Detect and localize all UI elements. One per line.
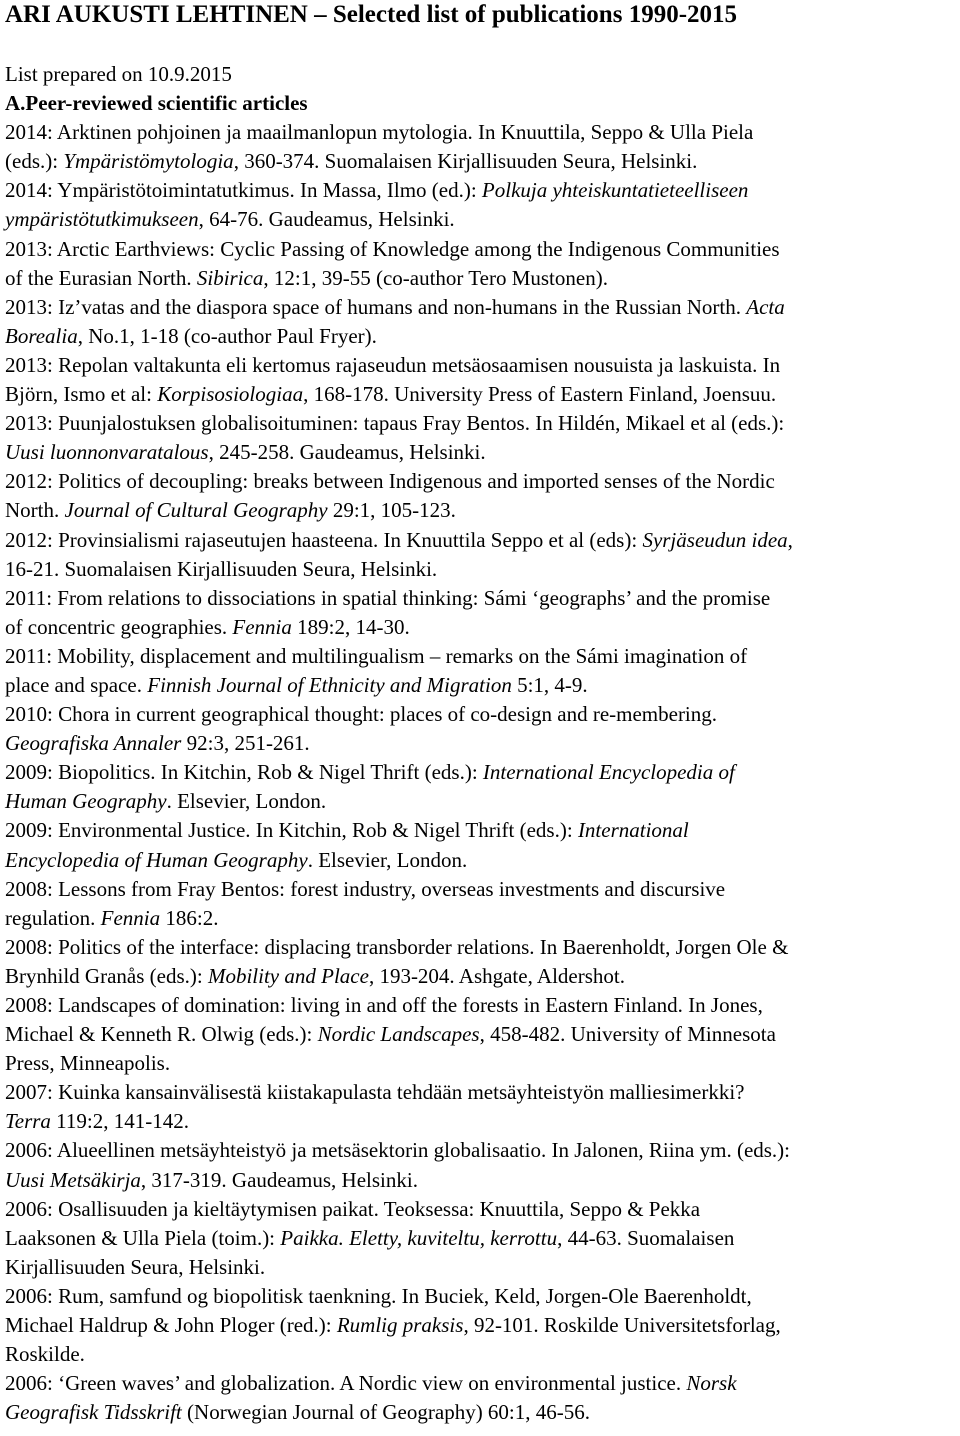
publication-line: [5, 729, 955, 758]
text-segment: regulation.: [5, 905, 101, 930]
publication-line: [5, 904, 955, 933]
text-segment: 2011: Mobility, displacement and multilingualism – remarks on the Sámi imagination of: [5, 643, 748, 668]
publication-line: [5, 758, 955, 787]
publication-line: [5, 613, 955, 642]
text-segment: 2014: Ympäristötoimintatutkimus. In Massa, Ilmo (ed.):: [5, 178, 482, 203]
italic-title-segment: Acta: [746, 294, 785, 319]
publication-line: [5, 1078, 955, 1107]
text-segment: Björn, Ismo et al:: [5, 382, 158, 407]
text-segment: 2013: Puunjalostuksen globalisoituminen: tapaus Fray Bentos. In Hildén, Mikael et al (eds.):: [5, 411, 785, 436]
section-a-heading: A.Peer-reviewed scientific articles: [5, 91, 308, 116]
publication-line: [5, 1107, 955, 1136]
publication-line: [5, 118, 955, 147]
text-segment: . Elsevier, London.: [307, 847, 468, 872]
italic-title-segment: Encyclopedia of Human Geography: [5, 847, 308, 872]
publication-line: [5, 409, 955, 438]
publication-line: [5, 526, 955, 555]
text-segment: 2006: Alueellinen metsäyhteistyö ja metsäsektorin globalisaatio. In Jalonen, Riina ym. (eds.):: [5, 1138, 791, 1163]
text-segment: 2012: Politics of decoupling: breaks between Indigenous and imported senses of the Nordic: [5, 469, 775, 494]
text-segment: Brynhild Granås (eds.):: [5, 963, 208, 988]
text-segment: Press, Minneapolis.: [5, 1051, 171, 1076]
publication-line: [5, 584, 955, 613]
italic-title-segment: International: [577, 818, 689, 843]
text-segment: (eds.):: [5, 149, 64, 174]
italic-title-segment: Terra: [5, 1109, 51, 1134]
italic-title-segment: Paikka. Eletty, kuviteltu, kerrottu: [280, 1225, 558, 1250]
text-segment: place and space.: [5, 672, 148, 697]
publication-line: [5, 816, 955, 845]
publication-line: [5, 264, 955, 293]
text-segment: , 92-101. Roskilde Universitetsforlag,: [463, 1313, 781, 1338]
publication-line: [5, 787, 955, 816]
italic-title-segment: Geografisk Tidsskrift: [5, 1400, 182, 1425]
italic-title-segment: Borealia: [5, 323, 78, 348]
text-segment: of the Eurasian North.: [5, 265, 197, 290]
italic-title-segment: Journal of Cultural Geography: [64, 498, 328, 523]
publication-line: [5, 1311, 955, 1340]
text-segment: , 12:1, 39-55 (co-author Tero Mustonen).: [263, 265, 608, 290]
publication-line: [5, 1340, 955, 1369]
text-segment: , 44-63. Suomalaisen: [557, 1225, 735, 1250]
publication-line: [5, 380, 955, 409]
italic-title-segment: Polkuja yhteiskuntatieteelliseen: [481, 178, 749, 203]
publication-line: [5, 176, 955, 205]
document-page: [5, 0, 955, 1427]
publication-line: [5, 1166, 955, 1195]
publication-line: [5, 991, 955, 1020]
italic-title-segment: Norsk: [686, 1371, 737, 1396]
text-segment: 2014: Arktinen pohjoinen ja maailmanlopun mytologia. In Knuuttila, Seppo & Ulla Piela: [5, 120, 754, 145]
italic-title-segment: Uusi Metsäkirja: [5, 1167, 141, 1192]
italic-title-segment: Nordic Landscapes: [317, 1022, 480, 1047]
text-segment: 119:2, 141-142.: [50, 1109, 189, 1134]
text-segment: Laaksonen & Ulla Piela (toim.):: [5, 1225, 281, 1250]
text-segment: of concentric geographies.: [5, 614, 233, 639]
text-segment: , 458-482. University of Minnesota: [479, 1022, 776, 1047]
italic-title-segment: Sibirica: [196, 265, 264, 290]
text-segment: 2006: Osallisuuden ja kieltäytymisen paikat. Teoksessa: Knuuttila, Seppo & Pekka: [5, 1196, 701, 1221]
publication-line: [5, 1282, 955, 1311]
text-segment: , 317-319. Gaudeamus, Helsinki.: [140, 1167, 418, 1192]
text-segment: . Elsevier, London.: [166, 789, 327, 814]
text-segment: , 245-258. Gaudeamus, Helsinki.: [208, 440, 486, 465]
publication-line: [5, 933, 955, 962]
publication-line: [5, 438, 955, 467]
text-segment: , 193-204. Ashgate, Aldershot.: [368, 963, 625, 988]
document-title: ARI AUKUSTI LEHTINEN – Selected list of publications 1990-2015: [5, 1, 738, 28]
publication-line: [5, 555, 955, 584]
text-segment: 2009: Biopolitics. In Kitchin, Rob & Nigel Thrift (eds.):: [5, 760, 483, 785]
italic-title-segment: Fennia: [232, 614, 292, 639]
text-segment: 2012: Provinsialismi rajaseutujen haasteena. In Knuuttila Seppo et al (eds):: [5, 527, 643, 552]
text-segment: 2010: Chora in current geographical thought: places of co-design and re-membering.: [5, 702, 718, 727]
publication-line: [5, 293, 955, 322]
publication-line: [5, 700, 955, 729]
italic-title-segment: International Encyclopedia of: [482, 760, 735, 785]
text-segment: , 168-178. University Press of Eastern Finland, Joensuu.: [303, 382, 777, 407]
text-segment: North.: [5, 498, 65, 523]
text-segment: 2013: Arctic Earthviews: Cyclic Passing of Knowledge among the Indigenous Communities: [5, 236, 780, 261]
text-segment: 189:2, 14-30.: [291, 614, 410, 639]
text-segment: 29:1, 105-123.: [327, 498, 456, 523]
publication-line: [5, 1049, 955, 1078]
publication-line: [5, 671, 955, 700]
publication-line: [5, 642, 955, 671]
publication-line: [5, 147, 955, 176]
prepared-date: List prepared on 10.9.2015: [5, 62, 232, 86]
publication-line: [5, 1253, 955, 1282]
text-segment: , 360-374. Suomalaisen Kirjallisuuden Seura, Helsinki.: [233, 149, 698, 174]
text-segment: 2006: ‘Green waves’ and globalization. A Nordic view on environmental justice.: [5, 1371, 687, 1396]
text-segment: (Norwegian Journal of Geography) 60:1, 46-56.: [181, 1400, 591, 1425]
text-segment: 2008: Lessons from Fray Bentos: forest industry, overseas investments and discursive: [5, 876, 726, 901]
text-segment: Kirjallisuuden Seura, Helsinki.: [5, 1254, 266, 1279]
publication-line: [5, 962, 955, 991]
text-segment: Michael Haldrup & John Ploger (red.):: [5, 1313, 337, 1338]
italic-title-segment: Ympäristömytologia: [63, 149, 234, 174]
italic-title-segment: Korpisosiologiaa: [157, 382, 304, 407]
italic-title-segment: ympäristötutkimukseen: [5, 207, 199, 232]
italic-title-segment: Syrjäseudun idea: [642, 527, 788, 552]
publication-line: [5, 1398, 955, 1427]
text-segment: 5:1, 4-9.: [511, 672, 588, 697]
title-spacer: [5, 30, 955, 60]
publication-line: [5, 496, 955, 525]
text-segment: 2006: Rum, samfund og biopolitisk taenkning. In Buciek, Keld, Jorgen-Ole Baerenholdt,: [5, 1283, 752, 1308]
publication-line: [5, 351, 955, 380]
italic-title-segment: Fennia: [100, 905, 161, 930]
publication-line: [5, 1369, 955, 1398]
text-segment: 186:2.: [160, 905, 219, 930]
text-segment: 2009: Environmental Justice. In Kitchin, Rob & Nigel Thrift (eds.):: [5, 818, 578, 843]
publication-line: [5, 1136, 955, 1165]
italic-title-segment: Human Geography: [5, 789, 167, 814]
publication-line: [5, 846, 955, 875]
text-segment: 16-21. Suomalaisen Kirjallisuuden Seura, Helsinki.: [5, 556, 438, 581]
italic-title-segment: Mobility and Place: [207, 963, 369, 988]
text-segment: 2008: Politics of the interface: displacing transborder relations. In Baerenholdt, Jorgen Ole &: [5, 934, 789, 959]
text-segment: Michael & Kenneth R. Olwig (eds.):: [5, 1022, 318, 1047]
publication-line: [5, 235, 955, 264]
publication-line: [5, 1195, 955, 1224]
publication-line: [5, 875, 955, 904]
italic-title-segment: Uusi luonnonvaratalous: [5, 440, 209, 465]
text-segment: 2013: Repolan valtakunta eli kertomus rajaseudun metsäosaamisen nousuista ja laskuista. In: [5, 352, 781, 377]
publication-line: [5, 467, 955, 496]
publication-line: [5, 205, 955, 234]
text-segment: 2008: Landscapes of domination: living in and off the forests in Eastern Finland. In Jones,: [5, 993, 763, 1017]
text-segment: 2007: Kuinka kansainvälisestä kiistakapulasta tehdään metsäyhteistyön malliesimerkki?: [5, 1080, 745, 1105]
publication-line: [5, 1224, 955, 1253]
text-segment: , No.1, 1-18 (co-author Paul Fryer).: [77, 323, 377, 348]
italic-title-segment: Finnish Journal of Ethnicity and Migration: [147, 672, 512, 697]
publication-line: [5, 1020, 955, 1049]
publication-list: [5, 118, 955, 1427]
italic-title-segment: Geografiska Annaler: [5, 731, 182, 756]
text-segment: 2011: From relations to dissociations in spatial thinking: Sámi ‘geographs’ and the promise: [5, 585, 771, 610]
text-segment: , 64-76. Gaudeamus, Helsinki.: [198, 207, 455, 232]
text-segment: 2013: Iz’vatas and the diaspora space of humans and non-humans in the Russian North.: [5, 294, 747, 319]
text-segment: 92:3, 251-261.: [181, 731, 310, 756]
text-segment: ,: [787, 527, 793, 552]
text-segment: Roskilde.: [5, 1342, 85, 1367]
publication-line: [5, 322, 955, 351]
italic-title-segment: Rumlig praksis: [336, 1313, 464, 1338]
